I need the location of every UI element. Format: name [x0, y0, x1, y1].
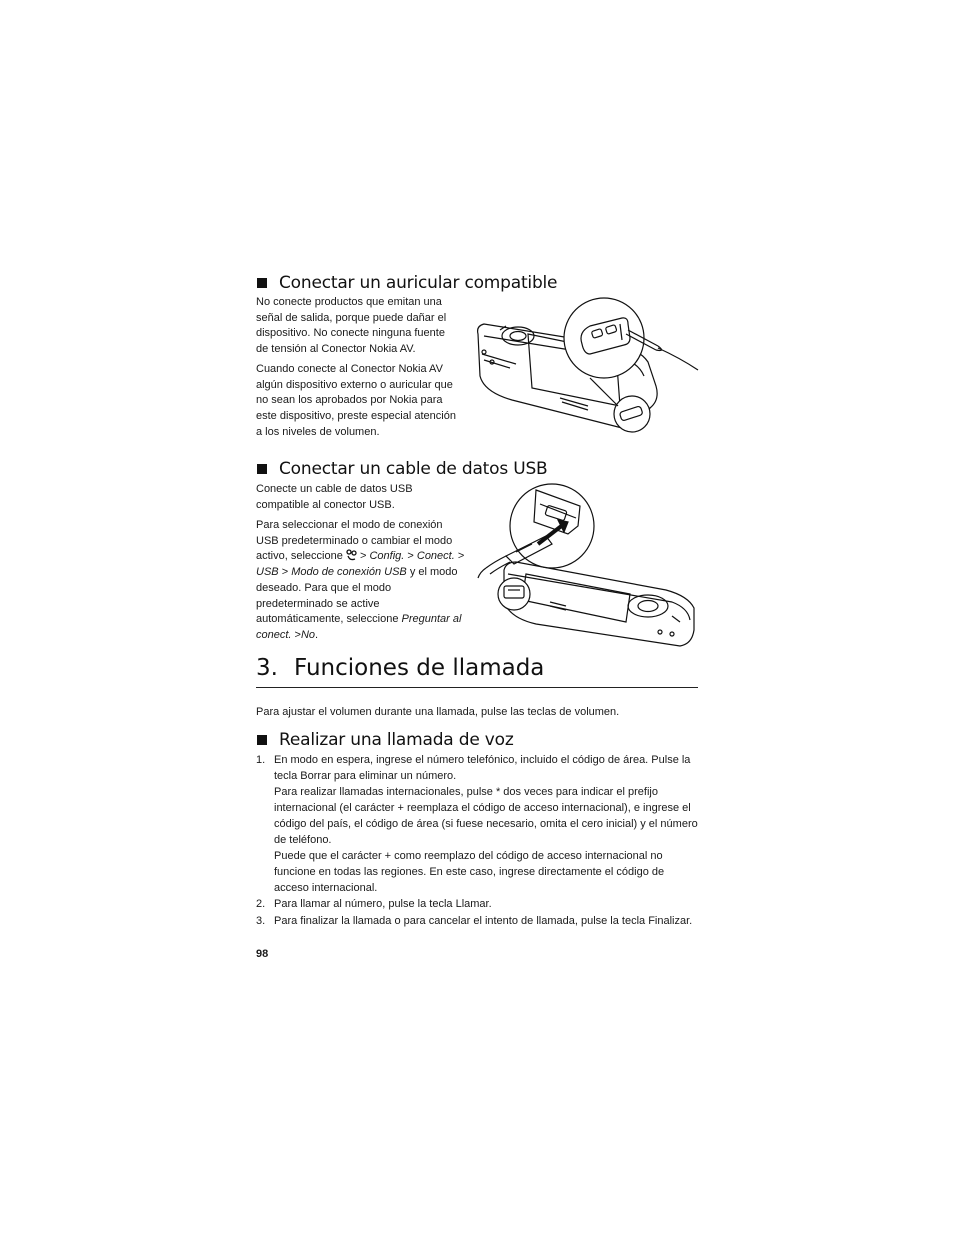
usb-paragraph-1: Conecte un cable de datos USB compatible al conector USB. — [256, 483, 413, 511]
menu-icon — [346, 549, 357, 561]
usb-period: . — [315, 628, 319, 641]
section-heading-usb — [256, 459, 548, 479]
heading-text: Conectar un cable de datos USB — [279, 459, 548, 479]
step-number: 2. — [256, 898, 266, 911]
chapter-heading — [256, 655, 544, 681]
heading-text: Conectar un auricular compatible — [279, 273, 558, 293]
menu-separator: > — [457, 550, 465, 563]
page-number: 98 — [256, 948, 269, 960]
usb-text-a: Para seleccionar el modo de conexión USB predeterminado o cambiar el modo activo, seleccione — [256, 519, 453, 563]
steps-list — [256, 753, 702, 930]
chapter-intro: Para ajustar el volumen durante una llamada, pulse las teclas de volumen. — [256, 706, 620, 718]
usb-text-b: y el modo deseado. Para que el modo predeterminado se active automáticamente, seleccione — [256, 566, 458, 626]
chapter-number: 3. — [256, 655, 278, 681]
chapter-rule — [256, 687, 698, 688]
step-number: 1. — [256, 754, 266, 766]
menu-separator: > — [407, 550, 414, 563]
heading-text: Realizar una llamada de voz — [279, 730, 514, 750]
menu-no: No — [300, 628, 316, 641]
step-text: En modo en espera, ingrese el número telefónico, incluido el código de área. Pulse la tecla Borrar para eliminar un número. — [274, 754, 691, 782]
headphone-paragraph-1: No conecte productos que emitan una señal de salida, porque puede dañar el dispositivo. No conecte ninguna fuente de tensión al Conector Nokia AV. — [256, 296, 447, 356]
step-text: Para llamar al número, pulse la tecla Llamar. — [274, 898, 492, 911]
usb-paragraph-2 — [256, 518, 466, 644]
section-heading-headphone — [256, 273, 557, 293]
step-text: Para finalizar la llamada o para cancelar el intento de llamada, pulse la tecla Finalizar. — [274, 915, 693, 928]
step-subparagraph: Puede que el carácter + como reemplazo del código de acceso internacional no funcione en todas las regiones. En este caso, ingrese directamente el código de acceso internacional. — [274, 850, 665, 894]
bullet-square-icon — [257, 278, 267, 288]
step-number: 3. — [256, 915, 266, 928]
list-item — [256, 753, 702, 784]
bullet-square-icon — [257, 735, 267, 745]
bullet-square-icon — [257, 464, 267, 474]
headphone-paragraph-2: Cuando conecte al Conector Nokia AV algún dispositivo externo o auricular que no sean los aprobados por Nokia para este dispositivo, preste especial atención a los niveles de volumen. — [256, 363, 456, 438]
list-item — [256, 897, 702, 913]
menu-preguntar: Preguntar al conect. — [256, 613, 462, 641]
menu-usb: USB — [256, 566, 279, 579]
menu-separator: > — [281, 566, 289, 579]
list-item — [256, 914, 702, 930]
menu-separator: > — [359, 550, 367, 563]
menu-config: Config. — [369, 550, 405, 563]
headset-connection-illustration — [470, 296, 702, 434]
menu-separator: > — [294, 628, 301, 641]
chapter-title: Funciones de llamada — [294, 655, 545, 681]
menu-modo-conexion: Modo de conexión USB — [291, 566, 407, 579]
step-subparagraph: Para realizar llamadas internacionales, pulse * dos veces para indicar el prefijo internacional (el carácter + reemplaza el código de acceso internacional), e ingrese el código del país, el código de área (si fuese necesario, omita el cero inicial) y el número de teléfono. — [274, 786, 698, 846]
usb-connection-illustration — [476, 482, 700, 650]
section-heading-voice-call — [256, 730, 514, 750]
menu-conect: Conect. — [416, 550, 455, 563]
